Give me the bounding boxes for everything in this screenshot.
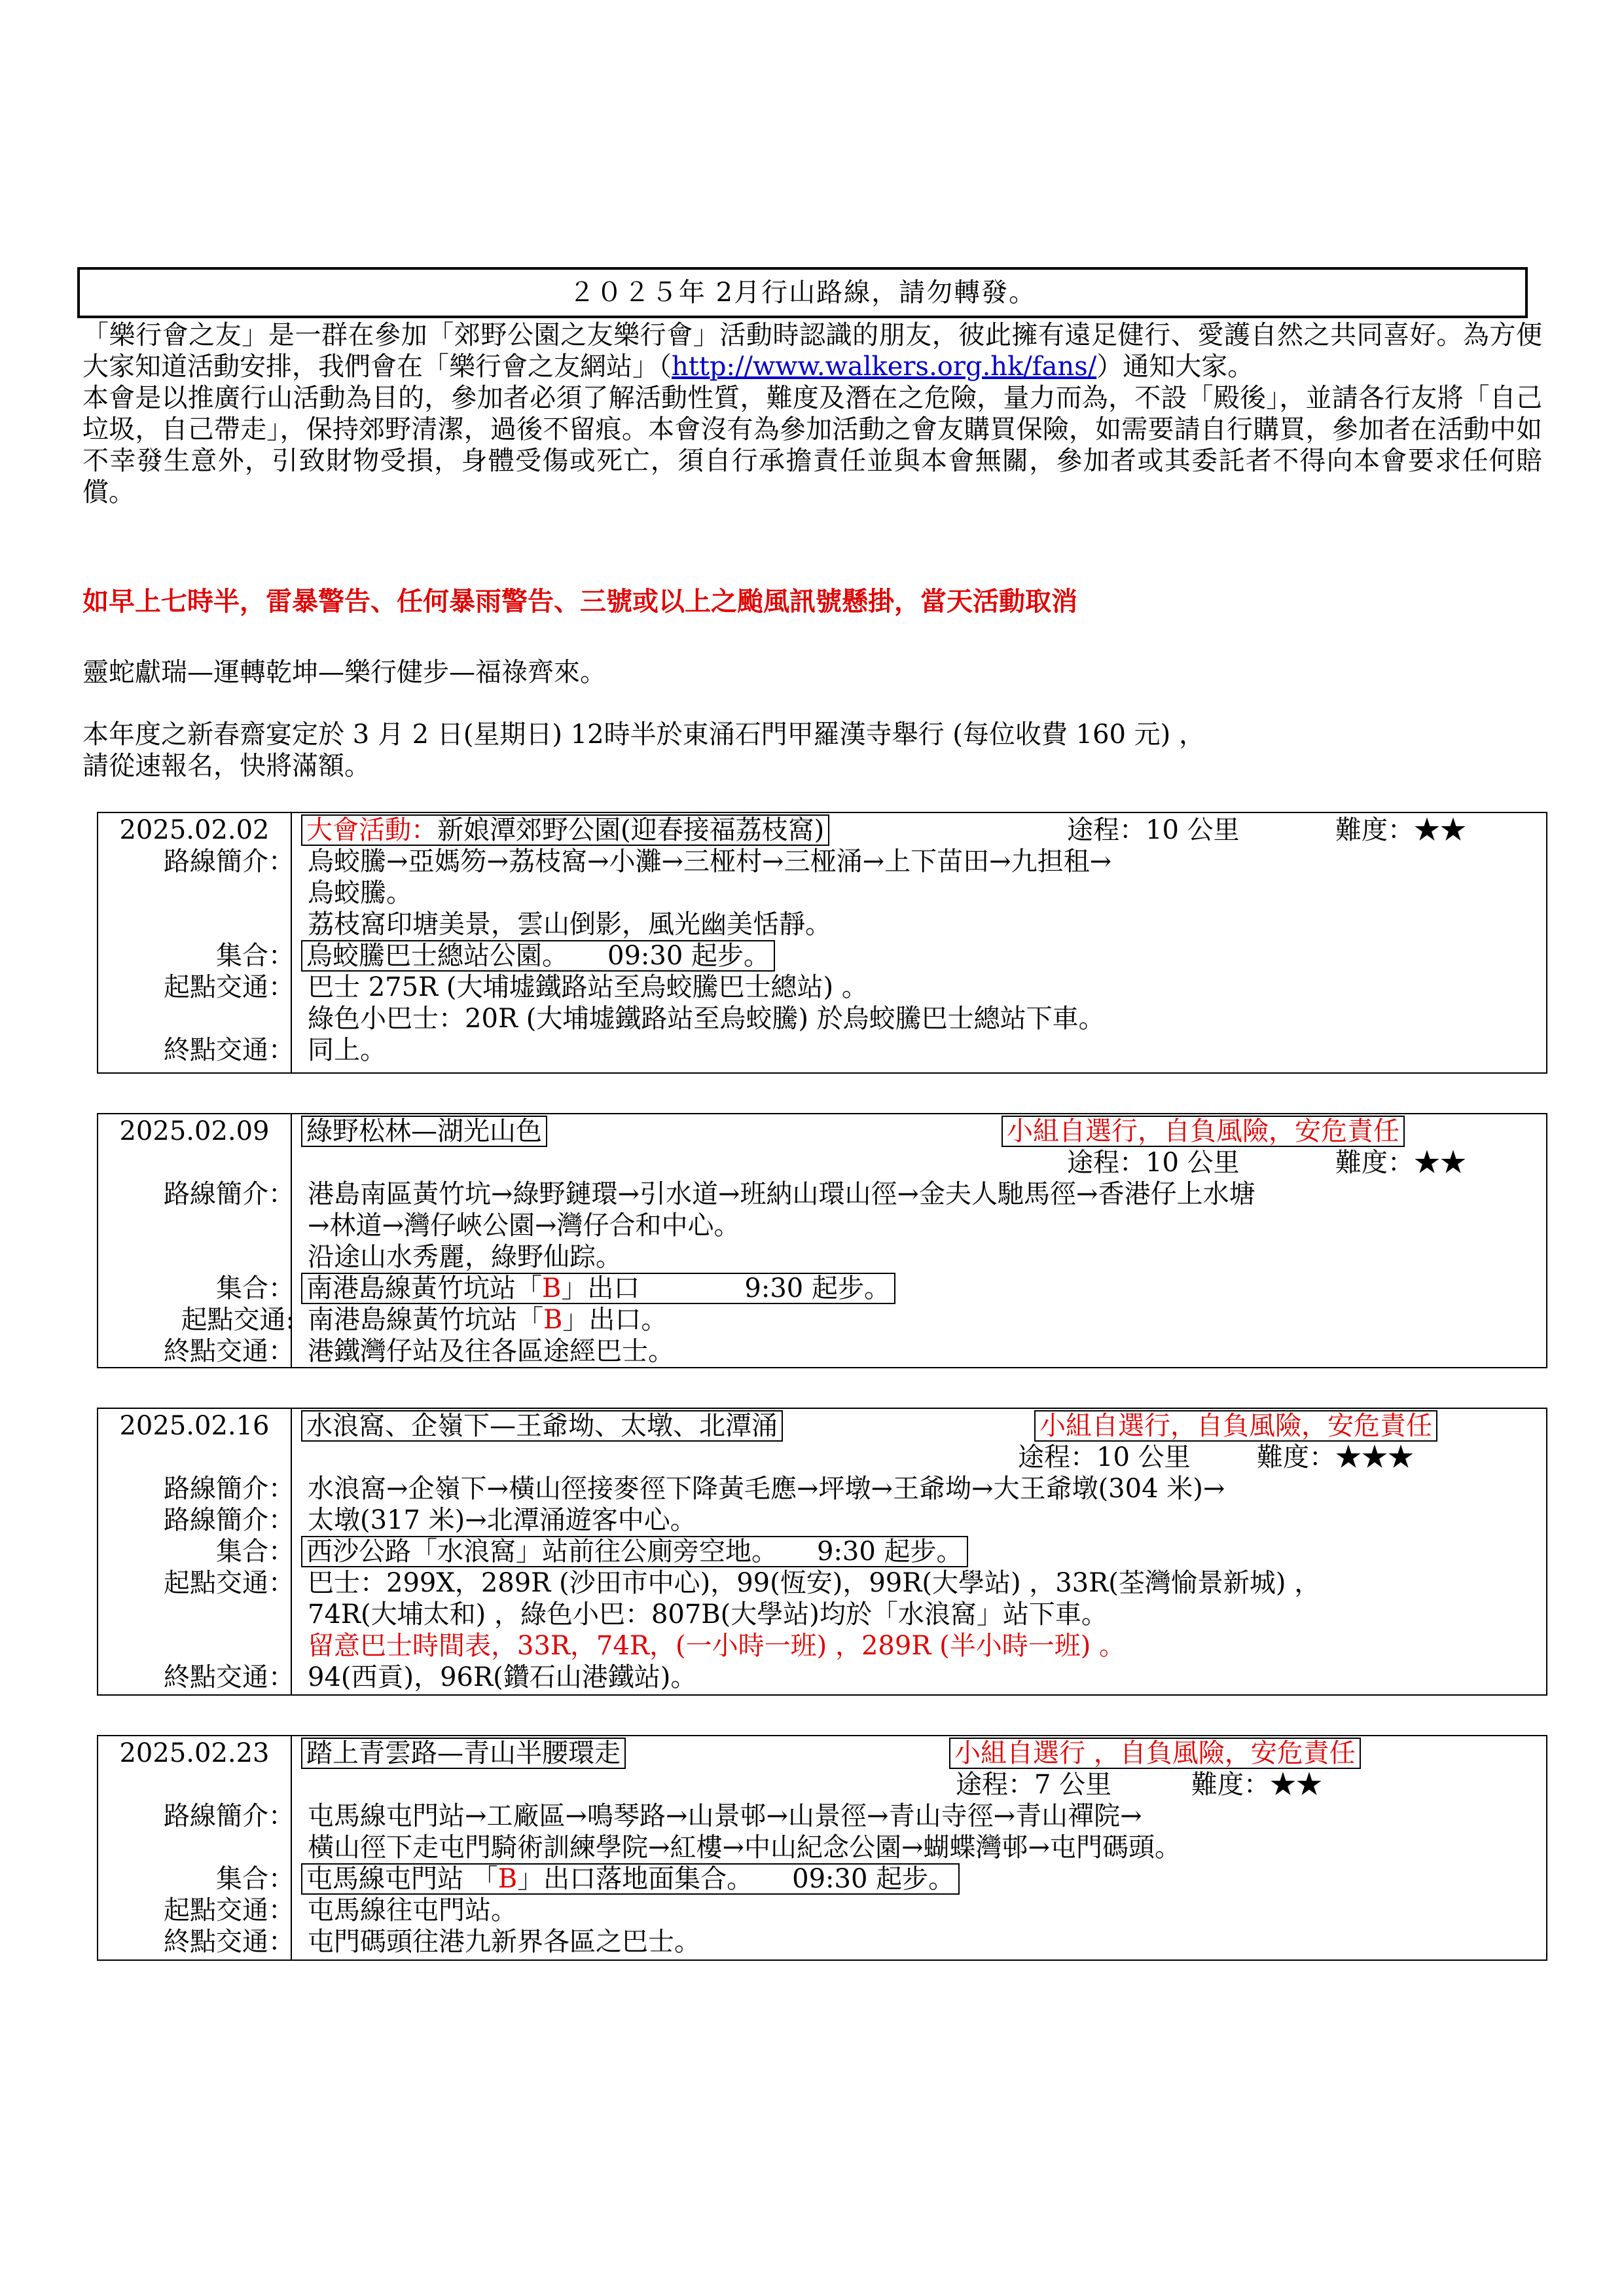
route-name: 新娘潭郊野公園(迎春接福荔枝窩) <box>437 815 825 845</box>
label-start: 起點交通： <box>164 1568 295 1598</box>
route-distance: 途程：10 公里 <box>1067 1148 1240 1178</box>
notice-text: 小組自選行，自負風險，安危責任 <box>1001 1116 1405 1147</box>
label-route-intro: 路線簡介： <box>164 1179 295 1209</box>
meet-text: 」出口落地面集合。 09:30 起步。 <box>517 1864 955 1894</box>
route-name: 踏上青雲路—青山半腰環走 <box>301 1738 626 1769</box>
banquet-notice <box>82 719 1542 782</box>
meet-point <box>301 940 775 972</box>
route-distance: 途程：10 公里 <box>1067 815 1240 845</box>
label-route-intro: 路線簡介： <box>164 1474 295 1504</box>
label-start: 起點交通: <box>181 1305 295 1335</box>
label-route-intro: 路線簡介： <box>164 847 295 877</box>
route-notice <box>1001 1116 1405 1147</box>
banquet-line-2: 請從速報名，快將滿額。 <box>82 751 370 781</box>
label-meet: 集合： <box>216 1537 295 1567</box>
meet-text: 南港島線黃竹坑站「 <box>306 1273 542 1303</box>
label-end: 終點交通： <box>164 1662 295 1692</box>
exit-letter: B <box>497 1864 518 1894</box>
label-start: 起點交通： <box>164 1895 295 1925</box>
exit-letter: B <box>543 1305 563 1335</box>
route-date: 2025.02.16 <box>119 1411 270 1441</box>
route-card <box>97 812 1547 1074</box>
meet-text: 」出口 9:30 起步。 <box>561 1273 890 1303</box>
meet-text: 屯馬線屯門站 「 <box>306 1864 498 1894</box>
route-card <box>97 1408 1547 1696</box>
route-desc-line: →林道→灣仔峽公園→灣仔合和中心。 <box>308 1211 740 1241</box>
exit-letter: B <box>542 1273 562 1303</box>
route-title <box>301 814 829 846</box>
intro-section <box>82 319 1542 508</box>
start-text: 南港島線黃竹坑站「 <box>308 1305 543 1335</box>
route-date: 2025.02.09 <box>119 1116 270 1146</box>
label-meet: 集合： <box>216 1864 295 1894</box>
start-transport: 74R(大埔太和) ，綠色小巴：807B(大學站)均於「水浪窩」站下車。 <box>308 1599 1108 1630</box>
route-distance: 途程：7 公里 <box>956 1770 1112 1800</box>
route-desc-line: 屯馬線屯門站→工廠區→鳴琴路→山景邨→山景徑→青山寺徑→青山禪院→ <box>308 1801 1142 1831</box>
route-date: 2025.02.02 <box>119 815 270 845</box>
route-tag: 大會活動： <box>306 815 437 845</box>
label-end: 終點交通： <box>164 1336 295 1366</box>
start-transport <box>308 1304 667 1336</box>
start-transport: 巴士 275R (大埔墟鐵路站至烏蛟騰巴士總站) 。 <box>308 972 868 1002</box>
route-title <box>301 1116 547 1147</box>
meet-point <box>301 1536 968 1567</box>
label-meet: 集合： <box>216 941 295 971</box>
label-route-intro: 路線簡介： <box>164 1801 295 1831</box>
start-text: 」出口。 <box>562 1305 668 1335</box>
label-route-intro: 路線簡介： <box>164 1505 295 1535</box>
meet-point <box>301 1863 960 1895</box>
route-desc-line: 水浪窩→企嶺下→橫山徑接麥徑下降黃毛應→坪墩→王爺坳→大王爺墩(304 米)→ <box>308 1474 1225 1504</box>
route-difficulty: 難度：★★ <box>1335 1148 1466 1178</box>
end-transport: 同上。 <box>308 1035 386 1065</box>
start-transport: 巴士：299X，289R (沙田市中心)，99(恆安)，99R(大學站) ，33R(荃灣愉景新城) ， <box>308 1568 1321 1598</box>
end-transport: 94(西貢)，96R(鑽石山港鐵站)。 <box>308 1662 697 1692</box>
route-notice <box>949 1738 1361 1769</box>
intro-text-end: ）通知大家。 <box>1096 352 1254 382</box>
label-end: 終點交通： <box>164 1035 295 1065</box>
website-link[interactable]: http://www.walkers.org.hk/fans/ <box>672 352 1097 382</box>
route-difficulty: 難度：★★★ <box>1257 1442 1414 1472</box>
notice-text: 小組自選行，自負風險，安危責任 <box>1034 1410 1437 1442</box>
banquet-line-1: 本年度之新春齋宴定於 3 月 2 日(星期日) 12時半於東涌石門甲羅漢寺舉行 (每位收費 160 元) ， <box>82 720 1205 750</box>
route-name: 綠野松林—湖光山色 <box>301 1116 547 1147</box>
route-name: 水浪窩、企嶺下—王爺坳、太墩、北潭涌 <box>301 1410 783 1442</box>
meet-point <box>301 1273 895 1304</box>
route-desc-line: 烏蛟騰。 <box>308 878 412 908</box>
route-desc-line: 太墩(317 米)→北潭涌遊客中心。 <box>308 1505 696 1535</box>
route-card <box>97 1735 1547 1961</box>
route-difficulty: 難度：★★ <box>1191 1770 1322 1800</box>
route-notice <box>1034 1410 1437 1442</box>
end-transport: 港鐵灣仔站及往各區途經巴士。 <box>308 1336 674 1366</box>
page-title: ２０２５年 2月行山路線，請勿轉發。 <box>77 267 1528 318</box>
bus-schedule-note: 留意巴士時間表，33R，74R，(一小時一班) ，289R (半小時一班) 。 <box>308 1631 1126 1661</box>
route-desc-line: 橫山徑下走屯門騎術訓練學院→紅樓→中山紀念公園→蝴蝶灣邨→屯門碼頭。 <box>308 1832 1182 1863</box>
intro-paragraph-2: 本會是以推廣行山活動為目的，參加者必須了解活動性質，難度及潛在之危險，量力而為，不設「殿後」，並請各行友將「自己垃圾，自己帶走」，保持郊野清潔，過後不留痕。本會沒有為參加活動之會友購買保險，如需要請自行購買，參加者在活動中如不幸發生意外，引致財物受損，身體受傷或死亡，須自行承擔責任並與本會無關，參加者或其委託者不得向本會要求任何賠償。 <box>82 383 1542 507</box>
meet-text: 烏蛟騰巴士總站公園。 09:30 起步。 <box>301 940 775 972</box>
start-transport: 綠色小巴士：20R (大埔墟鐵路站至烏蛟騰) 於烏蛟騰巴士總站下車。 <box>308 1004 1105 1034</box>
route-desc-line: 烏蛟騰→亞媽笏→荔枝窩→小灘→三桠村→三桠涌→上下苗田→九担租→ <box>308 847 1112 877</box>
route-desc-line: 荔枝窩印塘美景，雲山倒影，風光幽美恬靜。 <box>308 909 831 939</box>
label-start: 起點交通： <box>164 972 295 1002</box>
route-desc-line: 沿途山水秀麗，綠野仙踪。 <box>308 1242 622 1272</box>
route-date: 2025.02.23 <box>119 1738 270 1768</box>
intro-text: 「樂行會之友」是一群在參加「郊野公園之友樂行會」活動時認識的朋友，彼此擁有遠足健行、愛護自然之共同喜好。為方便大家知道活動安排，我們會在「樂行會之友網站」（ <box>82 320 1542 382</box>
intro-paragraph-1 <box>82 319 1542 382</box>
route-title <box>301 1410 783 1442</box>
route-desc-line: 港島南區黃竹坑→綠野鏈環→引水道→班納山環山徑→金夫人馳馬徑→香港仔上水塘 <box>308 1179 1255 1209</box>
route-difficulty: 難度：★★ <box>1335 815 1466 845</box>
label-meet: 集合： <box>216 1273 295 1303</box>
notice-text: 小組自選行 ，自負風險，安危責任 <box>949 1738 1361 1769</box>
end-transport: 屯門碼頭往港九新界各區之巴士。 <box>308 1927 700 1957</box>
meet-text: 西沙公路「水浪窩」站前往公廁旁空地。 9:30 起步。 <box>301 1536 968 1567</box>
route-title <box>301 1738 626 1769</box>
label-end: 終點交通： <box>164 1927 295 1957</box>
route-distance: 途程：10 公里 <box>1018 1442 1191 1472</box>
motto: 靈蛇獻瑞—運轉乾坤—樂行健步—福祿齊來。 <box>82 657 606 687</box>
route-card <box>97 1113 1547 1368</box>
start-transport: 屯馬線往屯門站。 <box>308 1895 517 1925</box>
weather-warning: 如早上七時半，雷暴警告、任何暴雨警告、三號或以上之颱風訊號懸掛，當天活動取消 <box>82 586 1077 617</box>
